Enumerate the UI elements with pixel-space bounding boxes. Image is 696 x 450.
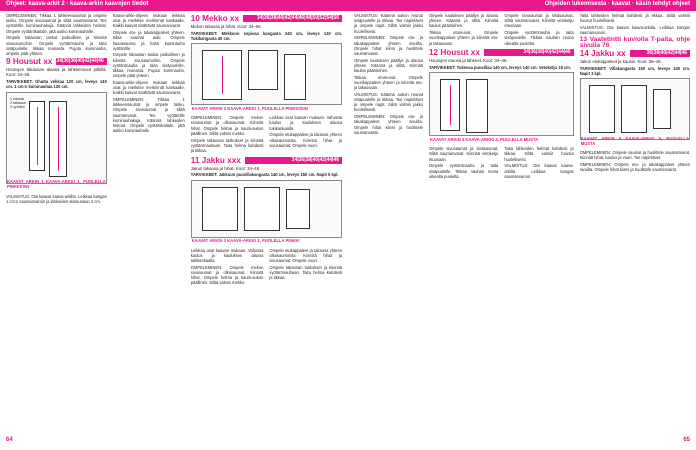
- pattern-figure: [191, 43, 342, 111]
- figure-caption: KAAVAT ARKIN 1 KAAVA-ARKKI 1, PUOLELLA PINKKI/SIN: [7, 179, 106, 190]
- grain-line: [222, 56, 223, 94]
- text-block: VALMISTUS: Käännä aukon reunat sisäpuolelle ja tikkaa. Tee napinlävet ja ompele napit. Silitä valmis jakku huolellisesti.: [354, 13, 423, 34]
- text-block: Ompele takaosan taskut paikoilleen ja kiinnitä sivusaumoihin. Ompele vyötärönauha ja taita sisäpuolelle, tikkaa reunasta. Pujota kuminauha, ompele päät yhteen.: [112, 52, 185, 79]
- section-title: 9 Housut xx: [6, 57, 53, 67]
- materials-text: TARVIKKEET: Ohutta vekkaa 120 cm, leveys 140 cm. 1 cm:n kuminauhaa 120 cm.: [6, 79, 107, 90]
- legend-item: 2 takaosa: [10, 100, 26, 105]
- pattern-piece: [466, 79, 488, 133]
- sub-column: [429, 146, 498, 180]
- figure-caption: KAAVAT ARKIN 2 KAAVA-ARKKI 2, PUOLELLA PINKKI/SIN: [191, 106, 308, 111]
- pattern-figure: [191, 180, 342, 244]
- section-title: 12 Housut xx: [428, 48, 480, 58]
- sub-column: [504, 146, 573, 180]
- sub-column: [191, 248, 264, 287]
- two-column-text: [429, 146, 574, 180]
- text-block: OMPELEMINEN: Ompele saumat ja huolittele saumanvarat. Kiinnitä hihat, kaulus ja vuori. Tee napinlävet.: [579, 149, 690, 161]
- legend-item: 3 vyötärö: [10, 105, 25, 110]
- pattern-figure: [6, 92, 107, 190]
- pattern-piece: [621, 85, 647, 133]
- two-column-text: [191, 115, 342, 154]
- figure-legend: [10, 97, 26, 110]
- text-block: VALMISTUS: Käännä aukon reunat sisäpuolelle ja tikkaa. Tee napinlävet ja ompele napit. Silitä valmis jakku huolellisesti.: [354, 91, 423, 113]
- text-block: Kaava-arkki-ohjeen mukaan leikkaa osat ja merkitse merkinnät kankaalle. Kaikki kaavat sisältävät saumanvarat.: [112, 13, 185, 29]
- pattern-figure: [580, 78, 690, 146]
- pattern-piece: [248, 50, 278, 90]
- size-bar: [245, 157, 342, 164]
- text-block: OMPELEMINEN: Tikkaa 1 lahkeensaumat ja ompele tasku. Ompele sivusaumat ja silitä saumanvarat. Tee vyötärölle kuminauhakuja. Käännä lahkeiden helmat. Ompele vyötärökaitale, jätä aukko kuminauhalle.: [6, 13, 107, 34]
- sub-column: [504, 13, 573, 47]
- text-block: OMPELEMINEN: Ompele etu- ja takakappaleet yhteen sivuilta. Ompele hihat kiinni ja huolittele saumanvarat.: [354, 35, 423, 56]
- sub-column: [429, 13, 498, 47]
- pattern-piece: [284, 54, 306, 100]
- size-bar: [484, 49, 574, 56]
- left-page: [6, 13, 342, 443]
- size-code: 36|38|40|42|44|46: [646, 49, 687, 56]
- text-block: Ompele kauluksen päällys ja alaosa yhteen. Käännä ja silitä. Kiinnitä kaulus pääntiehen.: [354, 57, 423, 74]
- section-intro: Housujen etuosa ja lahkeet. Koot: 34–46.: [428, 58, 508, 64]
- text-block: Kaava-arkki-ohjeen mukaan leikkaa osat ja merkitse merkinnät kankaalle. Kaikki kaavat sisältävät saumanvarat.: [112, 79, 185, 96]
- right-column-1: [354, 13, 423, 433]
- sub-column: [269, 248, 342, 287]
- section-title: 14 Jakku xx: [579, 48, 626, 58]
- figure-caption: KAAVAT ARKIN 3 KAAVA-ARKKI 3, PUOLELLA PINKKI: [191, 238, 300, 244]
- text-block: OMPELEMINEN: Tikkaa 1 lahkeensaumat ja ompele tasku. Ompele sivusaumat ja silitä saumanvarat. Tee vyötärölle kuminauhakuja. Käännä lahkeiden helmat. Ompele vyötärökaitale, jätä aukko kuminauhalle.: [112, 97, 185, 134]
- sub-column: [269, 115, 342, 154]
- left-column-3: [191, 13, 342, 433]
- section-title: 10 Mekko xx: [190, 13, 240, 23]
- text-block: VALMISTUS: Ota kaavat kaava-arkilta. Leikkaa kangas saumanvaroin.: [504, 163, 574, 179]
- pattern-piece: [202, 187, 238, 231]
- section-heading: [6, 58, 107, 65]
- size-bar: [56, 58, 106, 65]
- figure-caption: KAAVAT ARKIN 4 KAAVA-ARKKI 4, PUOLELLA MUSTA: [429, 137, 539, 143]
- page-number: 64: [6, 437, 13, 443]
- materials-text: TARVIKKEET: Mekkoon sopivaa kangasta 240 cm, leveys 140 cm. Tukikangasta 40 cm.: [190, 30, 342, 41]
- pattern-piece: [653, 89, 671, 129]
- section-intro: Housujen takaosan alaosa ja lahkeensuut pitkillä. Koot: 34–46.: [6, 67, 107, 78]
- grain-line: [37, 107, 38, 165]
- grain-line: [58, 107, 59, 171]
- text-block: Ompele takaosan laskokset ja kiinnitä vyötärönauhaan. Taita helma kahdesti ja tikkaa.: [190, 137, 264, 153]
- text-block: VALMISTUS: Ota kaavat kaava-arkilta. Leikkaa kangas saumanvaroin.: [579, 24, 690, 36]
- text-block: OMPELEMINEN: Ompele mekon sivusaumat ja olkasaumat. Kiinnitä hihat. Ompele helma ja kaula-aukon päällinen. Silitä valmis mekko.: [190, 264, 264, 286]
- text-block: Leikkaa osat kaavan mukaan. Vahvista kaulus ja kauluksen alaosa tukikankaalla.: [190, 247, 264, 264]
- section-heading: [191, 157, 342, 164]
- text-block: Ompele vyötärönauha ja taita sisäpuolelle. Tikkaa nauhan reuna oikealta puolelta.: [504, 30, 574, 46]
- section-intro: Mekon takaosa ja hihat. Koot: 34–56.: [190, 24, 262, 29]
- grain-line: [450, 85, 451, 125]
- figure-caption: KAAVAT ARKIN 5 KAAVA-ARKKI 5, PUOLELLA MUSTA: [580, 135, 689, 146]
- size-code: 34|36|38|40|42|44|46: [291, 156, 339, 163]
- text-block: OMPELEMINEN: Ompele etu- ja takakappaleet yhteen sivuilta. Ompele hihat kiinni ja huolittele saumanvarat.: [579, 161, 690, 173]
- section-title: 11 Jakku xxx: [190, 155, 241, 165]
- text-block: VALMISTUS: Ota kaavat kaava-arkilta. Leikkaa kangas 1 cm:n saumanvaroin ja lahkeiden alareunaan 3 cm.: [6, 193, 107, 204]
- text-block: Ompele etu- ja takakappaleet yhteen. Silitä saumat auki. Ompele haarasauma ja lisää kuminauha vyötärölle.: [112, 30, 185, 51]
- section-intro: Jakun takaosa ja hihat. Koot: 34–46.: [190, 165, 261, 171]
- text-block: Ompele vyötärönauha ja taita sisäpuolelle. Tikkaa nauhan reuna oikealta puolelta.: [428, 163, 499, 179]
- section-heading: [191, 15, 342, 22]
- section-title: 13 Vaatetintti kuviolla T-paita, ohje sivulla 76: [579, 36, 690, 49]
- two-column-text: [191, 248, 342, 287]
- materials-text: TARVIKKEET: Tukevaa puuvillaa 140 cm, leveys 140 cm. Vetoketju 18 cm.: [428, 65, 571, 71]
- section-heading: [580, 50, 690, 57]
- size-code: 34|36|38|40|42|44|46|48|50|52|54|56: [256, 14, 339, 21]
- materials-text: TARVIKKEET: Villakangasta 150 cm, leveys 140 cm. Napit 3 kpl.: [579, 65, 690, 76]
- text-block: Ompele etukappaleet ja takaosa yhteen olkasaumoista. Kiinnitä hihat ja sivusaumat. Ompele vuori.: [269, 247, 343, 264]
- left-column-2: [113, 13, 185, 433]
- right-column-3: [580, 13, 690, 433]
- pattern-piece: [286, 189, 310, 229]
- legend-item: 1 edusta: [10, 96, 24, 101]
- page-number: 65: [683, 437, 690, 443]
- text-block: Tikkaa etureunat. Ompele vuorikappaleet yhteen ja kiinnitä etu- ja takaosaan.: [428, 30, 499, 46]
- text-block: OMPELEMINEN: Ompele mekon sivusaumat ja olkasaumat. Kiinnitä hihat. Ompele helma ja kaula-aukon päällinen. Silitä valmis mekko.: [190, 115, 264, 136]
- two-column-text: [429, 13, 574, 47]
- text-block: Ompele takaosan laskokset ja kiinnitä vyötärönauhaan. Taita helma kahdesti ja tikkaa.: [269, 264, 343, 281]
- section-intro: Jakun etukappaleet ja kaulus. Koot: 36–46.: [579, 58, 662, 64]
- header-left-text: Ohjeet: kaava-arkit 2 · kaava-arkin kaavojen tiedot: [6, 1, 149, 7]
- text-block: Ompele sivusaumat ja sisäsaumat. Silitä saumanvarat. Kiinnitä vetoketju etuosaan.: [504, 13, 574, 29]
- pattern-figure: [429, 72, 574, 143]
- text-block: Ompele etukappaleet ja takaosa yhteen olkasaumoista. Kiinnitä hihat ja sivusaumat. Ompele vuori.: [269, 132, 343, 148]
- materials-text: TARVIKKEET: Jakkuun puuvillakangasta 140 cm, leveys 150 cm. Napit 5 kpl.: [190, 172, 339, 178]
- text-block: Ompele sivusaumat ja sisäsaumat. Silitä saumanvarat. Kiinnitä vetoketju etuosaan.: [428, 146, 499, 162]
- text-block: Ompele kauluksen päällys ja alaosa yhteen. Käännä ja silitä. Kiinnitä kaulus pääntiehen.: [428, 13, 499, 29]
- section-heading: [429, 49, 574, 56]
- text-block: Taita lahkeiden helmat kahdesti ja tikkaa. Silitä valmiit housut huolellisesti.: [579, 13, 690, 24]
- sub-column: [191, 115, 264, 154]
- text-block: Leikkaa osat kaavan mukaan. Vahvista kaulus ja kauluksen alaosa tukikankaalla.: [269, 115, 343, 131]
- size-bar: [630, 50, 690, 57]
- section-heading: [580, 37, 690, 47]
- right-page: [354, 13, 690, 443]
- text-block: OMPELEMINEN: Ompele etu- ja takakappaleet yhteen sivuilta. Ompele hihat kiinni ja huolittele saumanvarat.: [354, 114, 423, 135]
- left-column-1: [6, 13, 107, 433]
- size-bar: [243, 15, 342, 22]
- pattern-piece: [589, 85, 615, 133]
- right-column-2: [429, 13, 574, 433]
- text-block: Tikkaa etureunat. Ompele vuorikappaleet yhteen ja kiinnitä etu- ja takaosaan.: [354, 74, 423, 91]
- text-block: Taita lahkeiden helmat kahdesti ja tikkaa. Silitä valmiit housut huolellisesti.: [504, 146, 574, 162]
- pattern-piece: [244, 187, 280, 231]
- size-code: 34|36|38|40|42|44|46: [56, 58, 104, 65]
- header-right-text: Ohjeiden lukemisesta · kaavat · käsin tehdyt ohjeet: [544, 1, 690, 7]
- size-code: 34|36|38|40|42|44|46: [523, 49, 571, 56]
- text-block: Ompele takaosan taskut paikoilleen ja kiinnitä sivusaumoihin. Ompele vyötärönauha ja taita sisäpuolelle, tikkaa reunasta. Pujota kuminauha, ompele päät yhteen.: [6, 35, 107, 56]
- page-header-bar: [0, 0, 696, 11]
